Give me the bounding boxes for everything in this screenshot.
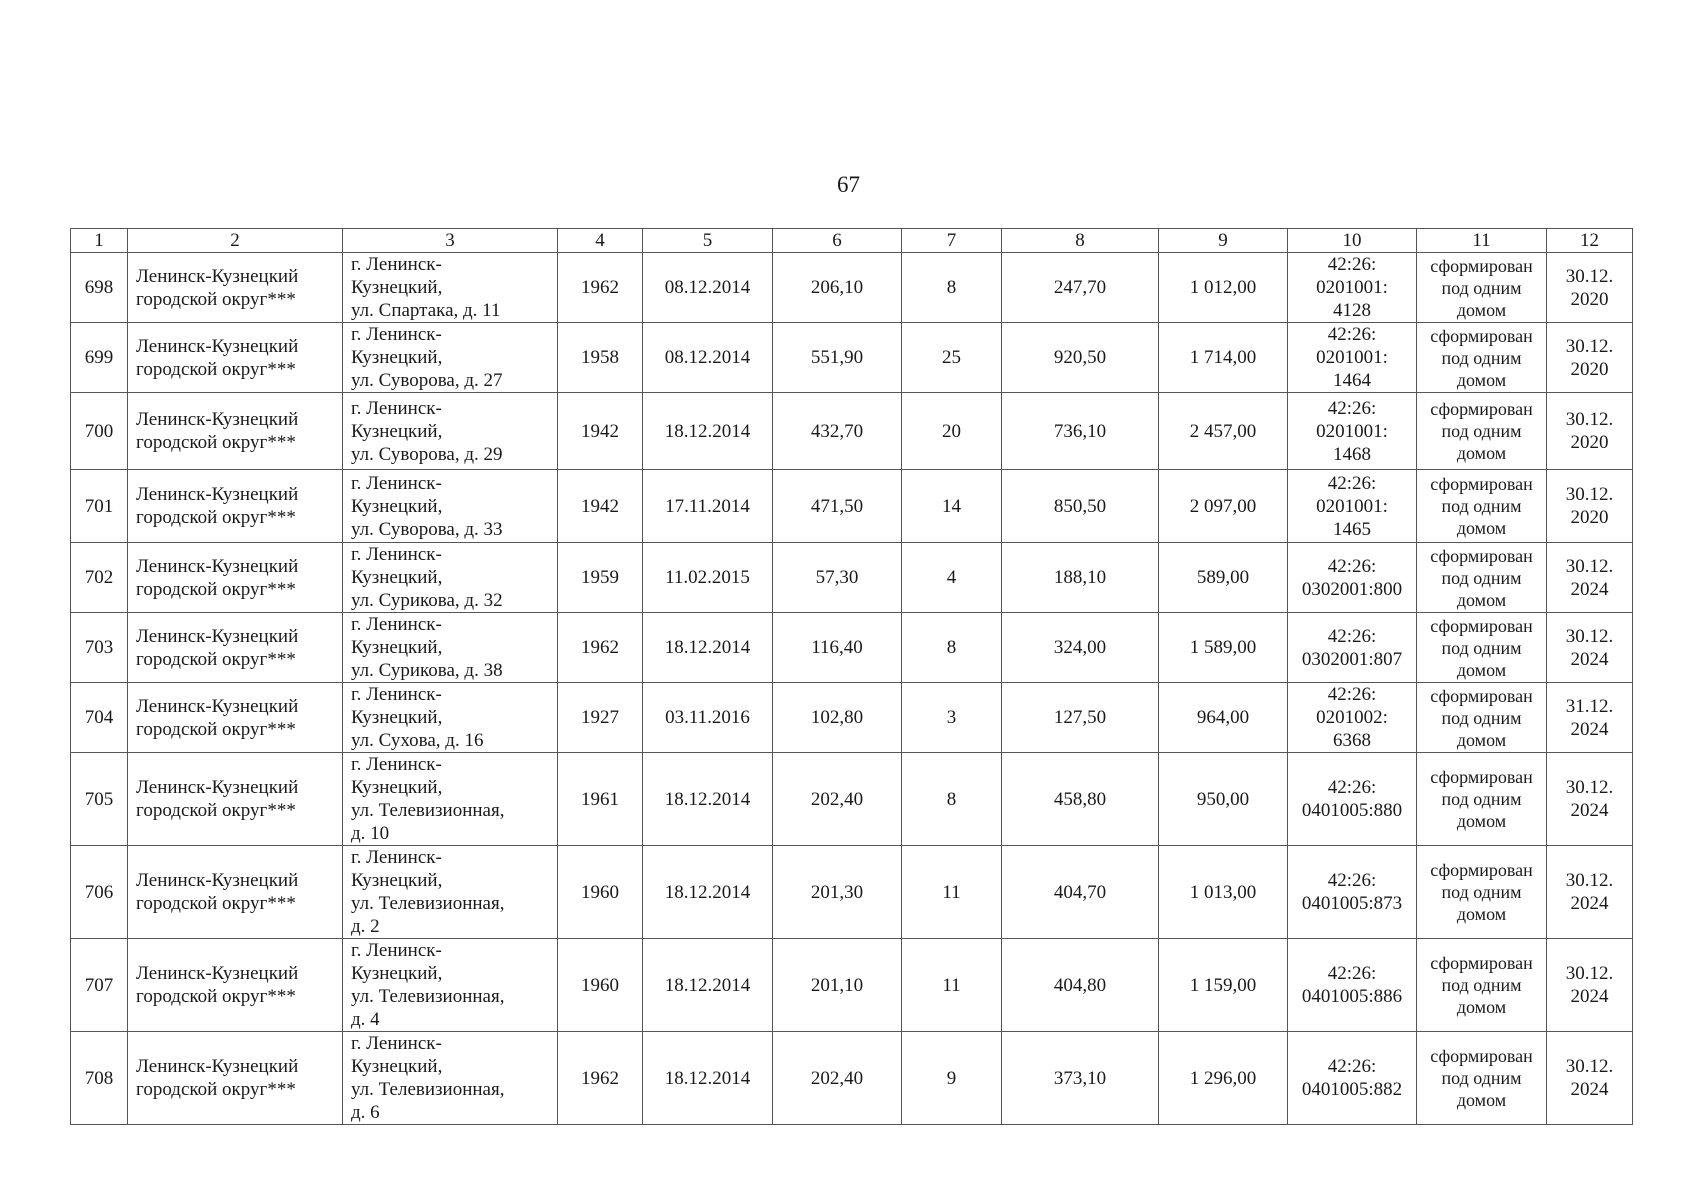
row-number-cell: 707: [71, 939, 128, 1032]
row-number-cell: 702: [71, 543, 128, 613]
deadline-date-cell: 30.12. 2024: [1547, 753, 1633, 846]
column-header: 4: [558, 229, 643, 253]
residents-count-cell: 25: [902, 323, 1002, 393]
year-built-cell: 1962: [558, 253, 643, 323]
land-area-cell: 1 012,00: [1159, 253, 1288, 323]
column-header: 12: [1547, 229, 1633, 253]
municipality-cell: Ленинск-Кузнецкий городской округ***: [128, 939, 343, 1032]
land-status-cell: сформирован под одним домом: [1417, 1032, 1547, 1125]
municipality-cell: Ленинск-Кузнецкий городской округ***: [128, 393, 343, 470]
column-header: 10: [1288, 229, 1417, 253]
table-body: [71, 253, 1633, 1125]
land-area-cell: 950,00: [1159, 753, 1288, 846]
column-number-row: [71, 229, 1633, 253]
residents-count-cell: 8: [902, 253, 1002, 323]
cadastral-number-cell: 42:26: 0302001:807: [1288, 613, 1417, 683]
address-cell: г. Ленинск- Кузнецкий, ул. Телевизионная, д. 4: [343, 939, 558, 1032]
year-built-cell: 1942: [558, 393, 643, 470]
recognition-date-cell: 18.12.2014: [643, 393, 773, 470]
year-built-cell: 1960: [558, 846, 643, 939]
area-living-cell: 127,50: [1002, 683, 1159, 753]
column-header: 3: [343, 229, 558, 253]
cadastral-number-cell: 42:26: 0201001: 4128: [1288, 253, 1417, 323]
table-row: [71, 470, 1633, 543]
column-header: 9: [1159, 229, 1288, 253]
land-area-cell: 964,00: [1159, 683, 1288, 753]
cadastral-number-cell: 42:26: 0201001: 1465: [1288, 470, 1417, 543]
cadastral-number-cell: 42:26: 0401005:880: [1288, 753, 1417, 846]
row-number-cell: 698: [71, 253, 128, 323]
row-number-cell: 705: [71, 753, 128, 846]
row-number-cell: 699: [71, 323, 128, 393]
table-row: [71, 253, 1633, 323]
area-total-cell: 471,50: [773, 470, 902, 543]
area-living-cell: 736,10: [1002, 393, 1159, 470]
recognition-date-cell: 11.02.2015: [643, 543, 773, 613]
column-header: 6: [773, 229, 902, 253]
recognition-date-cell: 18.12.2014: [643, 846, 773, 939]
area-total-cell: 202,40: [773, 1032, 902, 1125]
row-number-cell: 701: [71, 470, 128, 543]
address-cell: г. Ленинск- Кузнецкий, ул. Суворова, д. 27: [343, 323, 558, 393]
table-row: [71, 753, 1633, 846]
land-area-cell: 1 296,00: [1159, 1032, 1288, 1125]
address-cell: г. Ленинск- Кузнецкий, ул. Сурикова, д. 38: [343, 613, 558, 683]
area-living-cell: 188,10: [1002, 543, 1159, 613]
land-area-cell: 2 457,00: [1159, 393, 1288, 470]
recognition-date-cell: 18.12.2014: [643, 1032, 773, 1125]
land-status-cell: сформирован под одним домом: [1417, 613, 1547, 683]
municipality-cell: Ленинск-Кузнецкий городской округ***: [128, 1032, 343, 1125]
residents-count-cell: 14: [902, 470, 1002, 543]
area-total-cell: 206,10: [773, 253, 902, 323]
residents-count-cell: 11: [902, 939, 1002, 1032]
page-number: 67: [837, 172, 860, 197]
land-area-cell: 1 159,00: [1159, 939, 1288, 1032]
area-total-cell: 57,30: [773, 543, 902, 613]
column-header: 7: [902, 229, 1002, 253]
deadline-date-cell: 30.12. 2020: [1547, 393, 1633, 470]
land-status-cell: сформирован под одним домом: [1417, 683, 1547, 753]
table-row: [71, 613, 1633, 683]
municipality-cell: Ленинск-Кузнецкий городской округ***: [128, 846, 343, 939]
area-total-cell: 551,90: [773, 323, 902, 393]
residents-count-cell: 8: [902, 753, 1002, 846]
address-cell: г. Ленинск- Кузнецкий, ул. Сухова, д. 16: [343, 683, 558, 753]
municipality-cell: Ленинск-Кузнецкий городской округ***: [128, 683, 343, 753]
residents-count-cell: 9: [902, 1032, 1002, 1125]
municipality-cell: Ленинск-Кузнецкий городской округ***: [128, 543, 343, 613]
address-cell: г. Ленинск- Кузнецкий, ул. Телевизионная, д. 2: [343, 846, 558, 939]
recognition-date-cell: 08.12.2014: [643, 253, 773, 323]
land-area-cell: 1 013,00: [1159, 846, 1288, 939]
cadastral-number-cell: 42:26: 0201001: 1464: [1288, 323, 1417, 393]
deadline-date-cell: 30.12. 2024: [1547, 543, 1633, 613]
deadline-date-cell: 30.12. 2020: [1547, 253, 1633, 323]
area-living-cell: 850,50: [1002, 470, 1159, 543]
table-row: [71, 323, 1633, 393]
area-living-cell: 404,80: [1002, 939, 1159, 1032]
housing-registry-table: [70, 228, 1633, 1125]
municipality-cell: Ленинск-Кузнецкий городской округ***: [128, 323, 343, 393]
column-header: 2: [128, 229, 343, 253]
year-built-cell: 1942: [558, 470, 643, 543]
recognition-date-cell: 17.11.2014: [643, 470, 773, 543]
deadline-date-cell: 30.12. 2024: [1547, 613, 1633, 683]
year-built-cell: 1927: [558, 683, 643, 753]
recognition-date-cell: 18.12.2014: [643, 753, 773, 846]
address-cell: г. Ленинск- Кузнецкий, ул. Спартака, д. 11: [343, 253, 558, 323]
column-header: 1: [71, 229, 128, 253]
municipality-cell: Ленинск-Кузнецкий городской округ***: [128, 753, 343, 846]
row-number-cell: 703: [71, 613, 128, 683]
table-row: [71, 846, 1633, 939]
year-built-cell: 1961: [558, 753, 643, 846]
deadline-date-cell: 30.12. 2024: [1547, 1032, 1633, 1125]
area-living-cell: 373,10: [1002, 1032, 1159, 1125]
land-status-cell: сформирован под одним домом: [1417, 753, 1547, 846]
land-status-cell: сформирован под одним домом: [1417, 543, 1547, 613]
land-status-cell: сформирован под одним домом: [1417, 253, 1547, 323]
deadline-date-cell: 30.12. 2020: [1547, 470, 1633, 543]
residents-count-cell: 3: [902, 683, 1002, 753]
year-built-cell: 1959: [558, 543, 643, 613]
cadastral-number-cell: 42:26: 0401005:873: [1288, 846, 1417, 939]
table-row: [71, 393, 1633, 470]
land-status-cell: сформирован под одним домом: [1417, 393, 1547, 470]
row-number-cell: 704: [71, 683, 128, 753]
cadastral-number-cell: 42:26: 0401005:886: [1288, 939, 1417, 1032]
address-cell: г. Ленинск- Кузнецкий, ул. Телевизионная, д. 10: [343, 753, 558, 846]
area-living-cell: 324,00: [1002, 613, 1159, 683]
area-living-cell: 404,70: [1002, 846, 1159, 939]
area-living-cell: 458,80: [1002, 753, 1159, 846]
area-total-cell: 202,40: [773, 753, 902, 846]
recognition-date-cell: 18.12.2014: [643, 613, 773, 683]
recognition-date-cell: 03.11.2016: [643, 683, 773, 753]
column-header: 8: [1002, 229, 1159, 253]
land-area-cell: 2 097,00: [1159, 470, 1288, 543]
cadastral-number-cell: 42:26: 0201001: 1468: [1288, 393, 1417, 470]
cadastral-number-cell: 42:26: 0401005:882: [1288, 1032, 1417, 1125]
area-living-cell: 247,70: [1002, 253, 1159, 323]
area-total-cell: 102,80: [773, 683, 902, 753]
cadastral-number-cell: 42:26: 0302001:800: [1288, 543, 1417, 613]
table-row: [71, 939, 1633, 1032]
area-total-cell: 201,10: [773, 939, 902, 1032]
municipality-cell: Ленинск-Кузнецкий городской округ***: [128, 253, 343, 323]
area-living-cell: 920,50: [1002, 323, 1159, 393]
land-status-cell: сформирован под одним домом: [1417, 939, 1547, 1032]
year-built-cell: 1960: [558, 939, 643, 1032]
row-number-cell: 708: [71, 1032, 128, 1125]
land-status-cell: сформирован под одним домом: [1417, 323, 1547, 393]
year-built-cell: 1962: [558, 613, 643, 683]
residents-count-cell: 8: [902, 613, 1002, 683]
table-row: [71, 683, 1633, 753]
residents-count-cell: 11: [902, 846, 1002, 939]
land-area-cell: 589,00: [1159, 543, 1288, 613]
municipality-cell: Ленинск-Кузнецкий городской округ***: [128, 470, 343, 543]
municipality-cell: Ленинск-Кузнецкий городской округ***: [128, 613, 343, 683]
year-built-cell: 1958: [558, 323, 643, 393]
table-row: [71, 1032, 1633, 1125]
deadline-date-cell: 30.12. 2024: [1547, 939, 1633, 1032]
address-cell: г. Ленинск- Кузнецкий, ул. Сурикова, д. 32: [343, 543, 558, 613]
deadline-date-cell: 30.12. 2024: [1547, 846, 1633, 939]
residents-count-cell: 20: [902, 393, 1002, 470]
deadline-date-cell: 30.12. 2020: [1547, 323, 1633, 393]
column-header: 11: [1417, 229, 1547, 253]
area-total-cell: 432,70: [773, 393, 902, 470]
recognition-date-cell: 08.12.2014: [643, 323, 773, 393]
year-built-cell: 1962: [558, 1032, 643, 1125]
recognition-date-cell: 18.12.2014: [643, 939, 773, 1032]
address-cell: г. Ленинск- Кузнецкий, ул. Суворова, д. 33: [343, 470, 558, 543]
table-row: [71, 543, 1633, 613]
area-total-cell: 201,30: [773, 846, 902, 939]
address-cell: г. Ленинск- Кузнецкий, ул. Суворова, д. 29: [343, 393, 558, 470]
residents-count-cell: 4: [902, 543, 1002, 613]
cadastral-number-cell: 42:26: 0201002: 6368: [1288, 683, 1417, 753]
column-header: 5: [643, 229, 773, 253]
row-number-cell: 706: [71, 846, 128, 939]
area-total-cell: 116,40: [773, 613, 902, 683]
row-number-cell: 700: [71, 393, 128, 470]
land-area-cell: 1 714,00: [1159, 323, 1288, 393]
land-status-cell: сформирован под одним домом: [1417, 846, 1547, 939]
address-cell: г. Ленинск- Кузнецкий, ул. Телевизионная, д. 6: [343, 1032, 558, 1125]
deadline-date-cell: 31.12. 2024: [1547, 683, 1633, 753]
land-status-cell: сформирован под одним домом: [1417, 470, 1547, 543]
land-area-cell: 1 589,00: [1159, 613, 1288, 683]
